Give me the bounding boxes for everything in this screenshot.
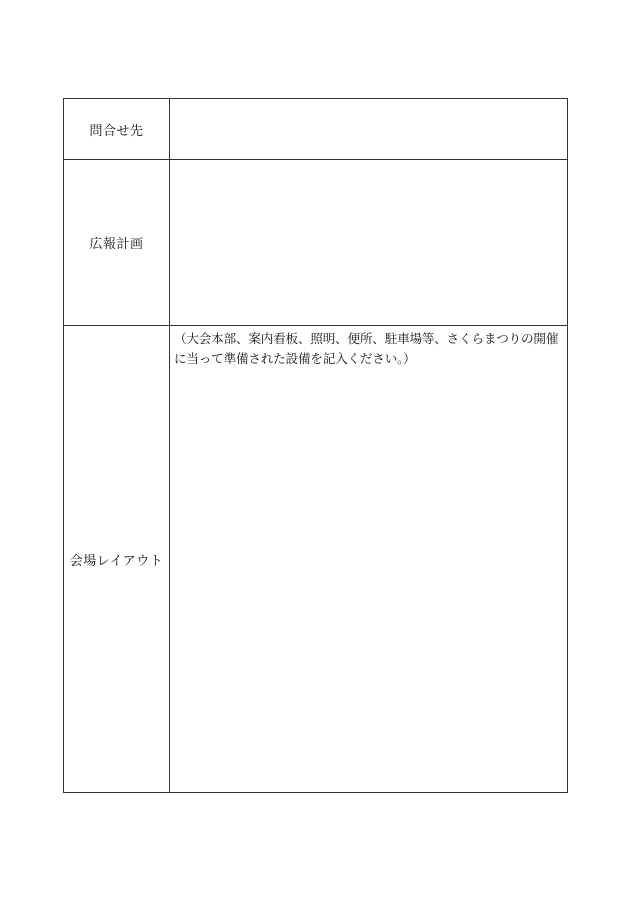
venue-layout-label: 会場レイアウト	[64, 326, 170, 793]
venue-layout-row	[64, 326, 568, 793]
venue-layout-field[interactable]	[170, 326, 568, 793]
pr-plan-row	[64, 160, 568, 326]
contact-row	[64, 99, 568, 160]
contact-label: 問合せ先	[64, 99, 170, 160]
pr-plan-label: 広報計画	[64, 160, 170, 326]
pr-plan-field[interactable]	[170, 160, 568, 326]
venue-layout-instruction: （大会本部、案内看板、照明、便所、駐車場等、さくらまつりの開催に当って準備された設備を記入ください。）	[174, 331, 559, 366]
contact-field[interactable]	[170, 99, 568, 160]
application-form-table	[63, 98, 568, 793]
